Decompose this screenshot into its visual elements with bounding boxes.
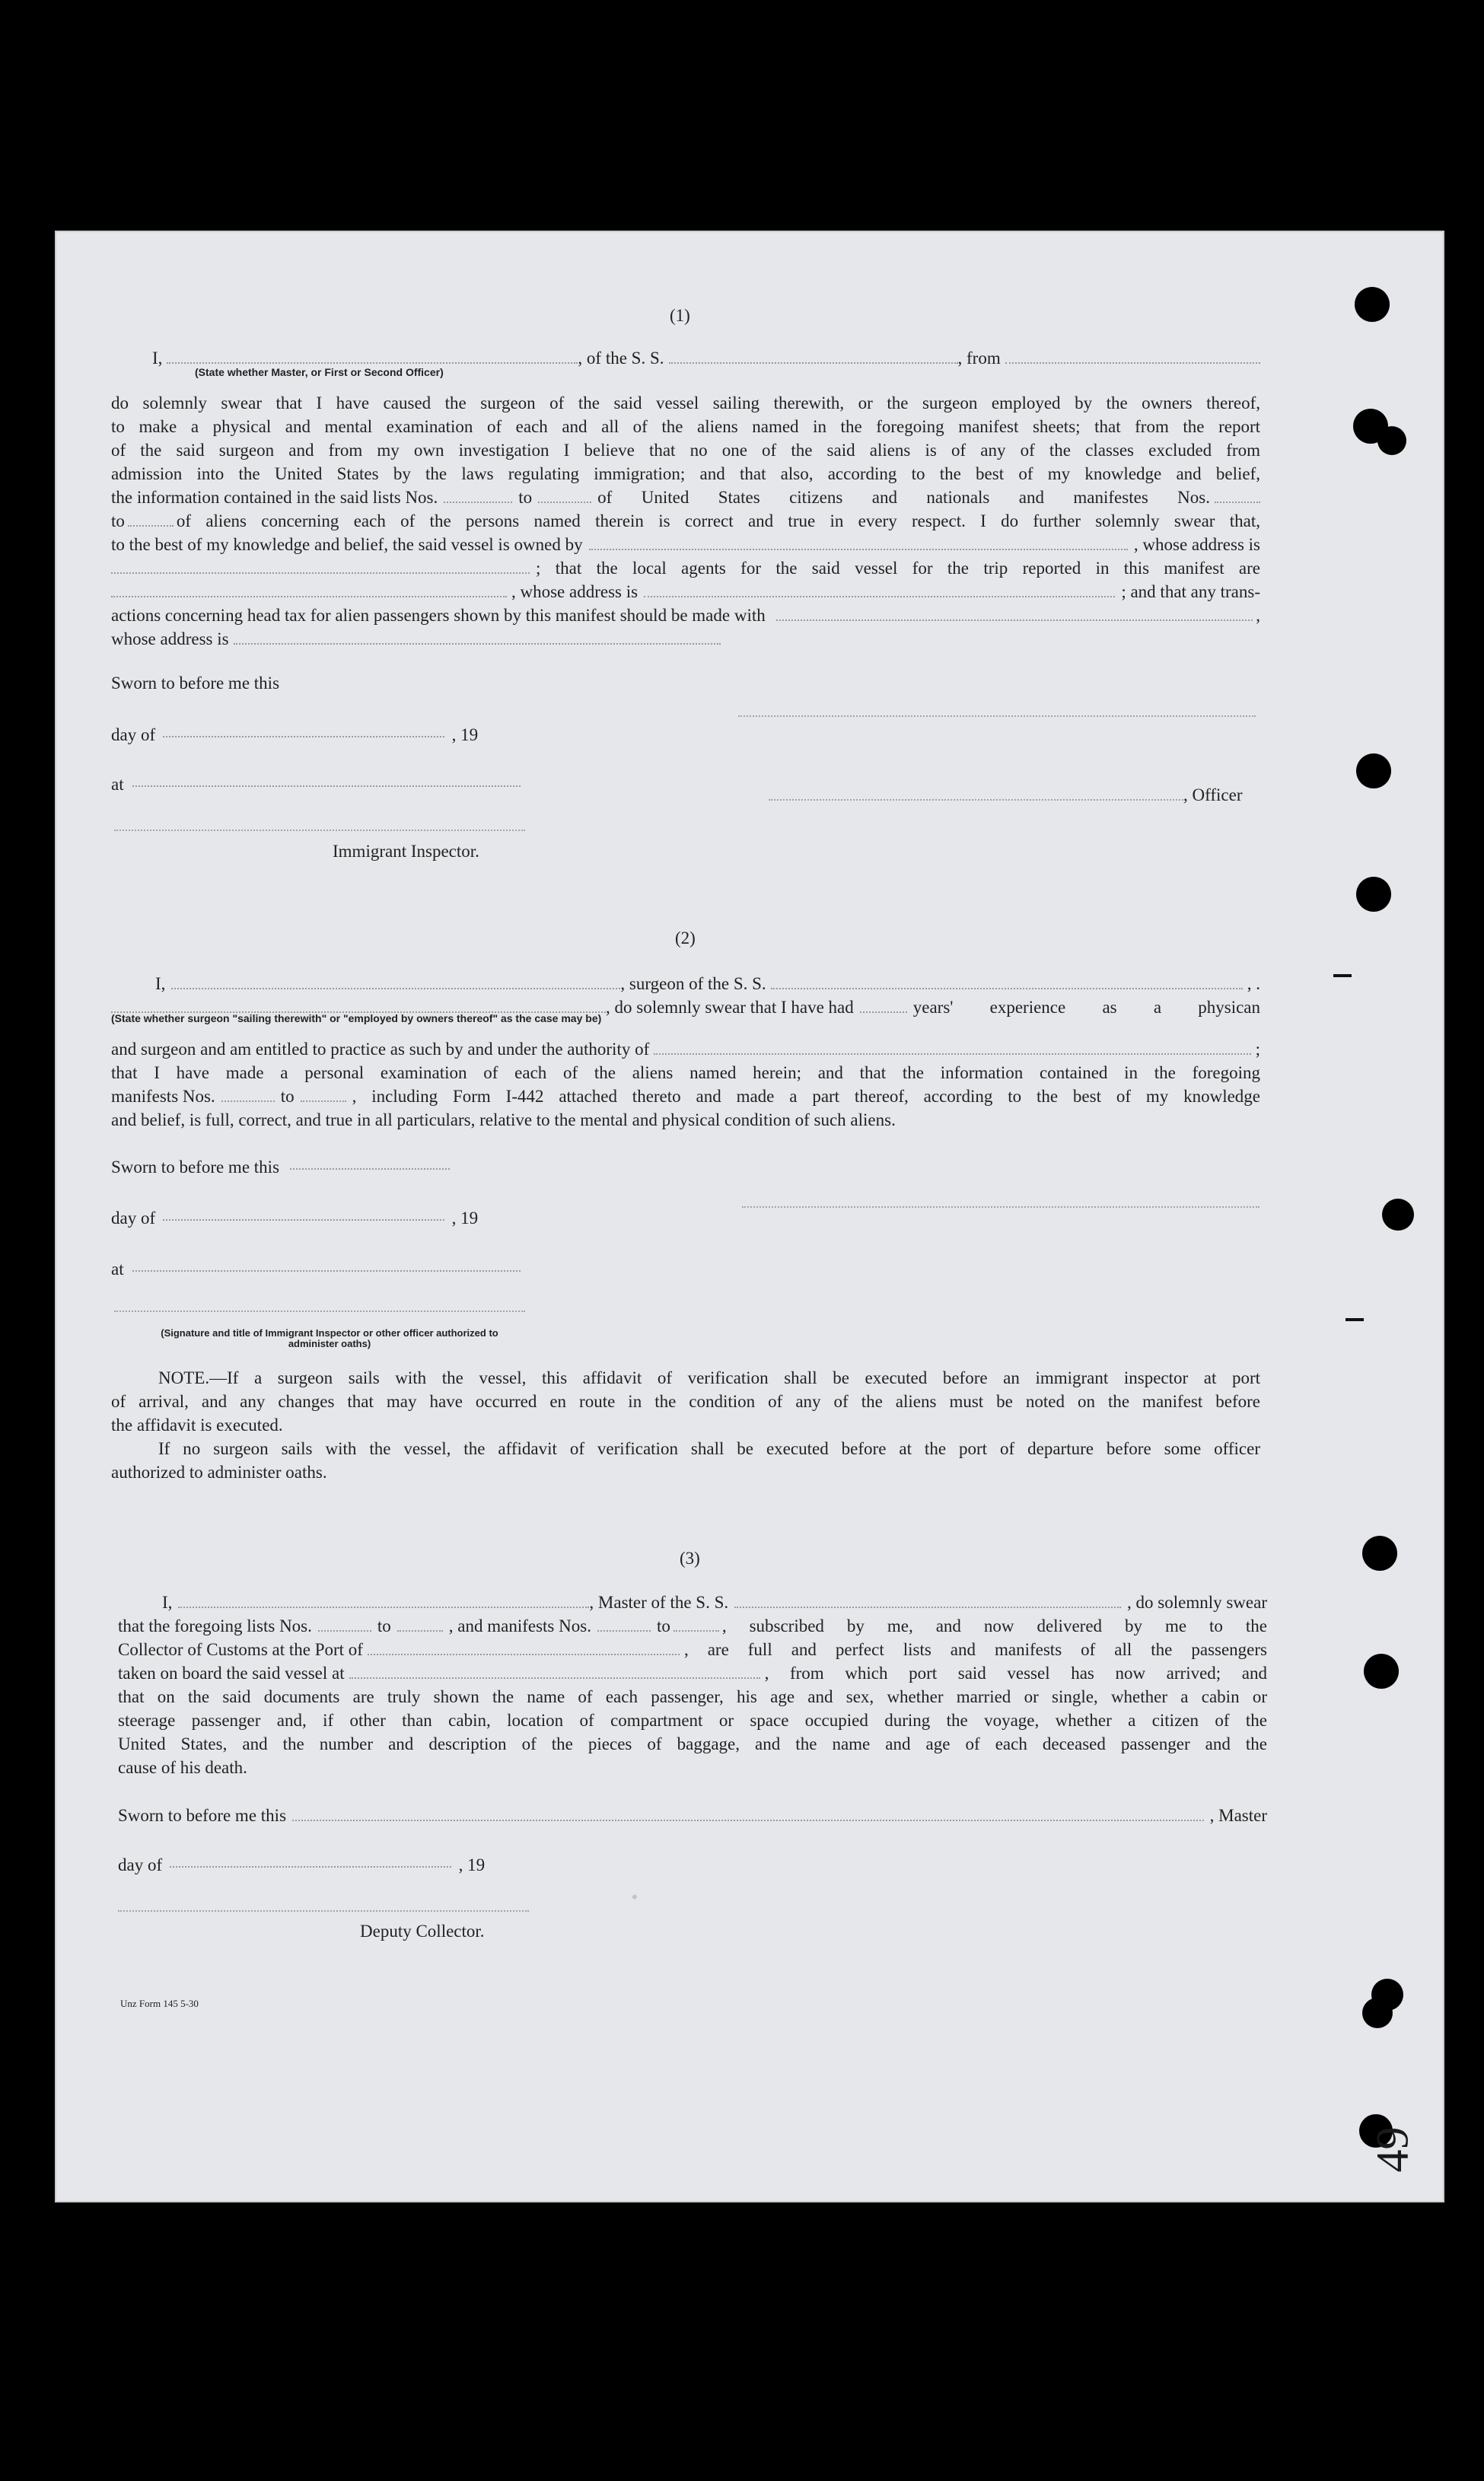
surgeon-name-field[interactable] bbox=[171, 988, 620, 989]
sworn-date-field[interactable] bbox=[290, 1168, 450, 1170]
sworn-label: Sworn to before me this bbox=[111, 674, 280, 693]
section-3-i: I, bbox=[162, 1593, 173, 1612]
section-1-body bbox=[111, 391, 1260, 651]
master-signature-line[interactable] bbox=[292, 1820, 1204, 1821]
surgeon-of-label: , surgeon of the S. S. bbox=[620, 974, 766, 993]
at-place-field[interactable] bbox=[132, 785, 521, 787]
section-2-number: (2) bbox=[675, 928, 696, 947]
day-of-label: day of bbox=[111, 1209, 156, 1228]
form-i442-label: , including Form I-442 attached thereto and made a part thereof, according to the best of my knowledge bbox=[352, 1087, 1260, 1106]
arrived-label: , from which port said vessel has now arrived; and bbox=[764, 1664, 1267, 1683]
section-1-line: do solemnly swear that I have caused the surgeon of the said vessel sailing therewith, or the surgeon employed by the owners thereof, bbox=[111, 393, 1260, 412]
local-agents-field[interactable] bbox=[111, 596, 507, 597]
section-2-body bbox=[111, 1037, 1260, 1132]
year-prefix: , 19 bbox=[451, 725, 479, 744]
collector-signature-line[interactable] bbox=[118, 1910, 529, 1912]
from-label: , from bbox=[957, 349, 1001, 368]
head-tax-address-field[interactable] bbox=[234, 643, 721, 645]
to-label: to bbox=[377, 1616, 391, 1635]
port-label: Collector of Customs at the Port of bbox=[118, 1640, 363, 1659]
sworn-label: Sworn to before me this bbox=[118, 1806, 287, 1825]
handwritten-page-number: 49 bbox=[1367, 2126, 1418, 2173]
local-agents-label: ; that the local agents for the said vessel for the trip reported in this manifest are bbox=[536, 559, 1260, 578]
manifests-nos-label: , and manifests Nos. bbox=[448, 1616, 591, 1635]
officer-signature-line[interactable] bbox=[738, 715, 1256, 717]
note-line: NOTE.—If a surgeon sails with the vessel, this affidavit of verification shall be executed before an immigrant inspector at port bbox=[158, 1368, 1260, 1387]
at-place-field[interactable] bbox=[132, 1270, 521, 1272]
lists-nos-label: that the foregoing lists Nos. bbox=[118, 1616, 312, 1635]
section-1-line: to make a physical and mental examination of each and all of the aliens named in the foregoing manifest sheets; that from the report bbox=[111, 417, 1260, 436]
to-label: to bbox=[280, 1087, 295, 1106]
section-2-opening bbox=[111, 972, 1260, 1024]
note-line: the affidavit is executed. bbox=[111, 1416, 283, 1435]
vessel-name-field[interactable] bbox=[669, 362, 958, 364]
port-field[interactable] bbox=[368, 1654, 680, 1655]
punch-hole bbox=[1356, 753, 1391, 788]
day-of-field[interactable] bbox=[163, 736, 444, 737]
note-line: If no surgeon sails with the vessel, the affidavit of verification shall be executed before at the port of departure before some officer bbox=[158, 1439, 1260, 1458]
section-1-sworn bbox=[111, 671, 1260, 695]
punch-hole bbox=[1355, 287, 1390, 322]
section-2-line: and belief, is full, correct, and true in all particulars, relative to the mental and physical condition of such aliens. bbox=[111, 1110, 896, 1129]
of-ss-label: , of the S. S. bbox=[578, 349, 664, 368]
manifests-from-field[interactable] bbox=[597, 1630, 651, 1632]
sworn-label: Sworn to before me this bbox=[111, 1158, 280, 1177]
day-of-field[interactable] bbox=[170, 1866, 451, 1868]
whose-address-label: , whose address is bbox=[511, 582, 639, 601]
at-label: at bbox=[111, 1260, 124, 1279]
semicolon: ; bbox=[1255, 1040, 1260, 1059]
section-1-line: of the said surgeon and from my own investigation I believe that no one of the said aliens is of any of the classes excluded from bbox=[111, 441, 1260, 460]
owner-field[interactable] bbox=[589, 549, 1128, 550]
lists-to-field[interactable] bbox=[397, 1630, 443, 1632]
inspector-signature-line[interactable] bbox=[114, 1311, 525, 1312]
section-3-day-of bbox=[118, 1853, 1267, 1877]
manifestes-to-field[interactable] bbox=[128, 525, 174, 527]
taken-on-board-label: taken on board the said vessel at bbox=[118, 1664, 345, 1683]
section-3-sworn bbox=[118, 1804, 1267, 1827]
to-label: to bbox=[111, 511, 125, 530]
master-label: , Master bbox=[1209, 1806, 1267, 1825]
master-vessel-field[interactable] bbox=[734, 1607, 1121, 1608]
margin-mark bbox=[1345, 1318, 1364, 1321]
margin-mark bbox=[1333, 974, 1352, 977]
section-1-line: of aliens concerning each of the persons named therein is correct and true in every respect. I do further solemnly swear that, bbox=[176, 511, 1260, 530]
bleed-through-mark: • bbox=[632, 1887, 638, 1906]
subscribed-label: , subscribed by me, and now delivered by me to the bbox=[721, 1616, 1267, 1635]
note-line: authorized to administer oaths. bbox=[111, 1463, 327, 1482]
manifests-to-field[interactable] bbox=[674, 1630, 719, 1632]
day-of-label: day of bbox=[118, 1855, 163, 1874]
officer-name-field[interactable] bbox=[167, 362, 578, 364]
years-experience-label: years' experience as a physican bbox=[912, 998, 1260, 1017]
manifestes-nos-field[interactable] bbox=[1215, 502, 1260, 503]
any-transactions-label: ; and that any trans- bbox=[1121, 582, 1260, 601]
authority-field[interactable] bbox=[654, 1053, 1250, 1055]
section-3-number: (3) bbox=[680, 1549, 700, 1568]
at-label: at bbox=[111, 775, 124, 794]
to-label: to bbox=[656, 1616, 670, 1635]
section-1-opening bbox=[111, 346, 1260, 378]
lists-nos-label: the information contained in the said lists Nos. bbox=[111, 488, 438, 507]
inspector-signature-line[interactable] bbox=[114, 830, 525, 831]
manifests-from-field[interactable] bbox=[221, 1100, 275, 1102]
section-3-body bbox=[118, 1591, 1267, 1779]
master-name-field[interactable] bbox=[178, 1607, 589, 1608]
officer-title-line[interactable] bbox=[769, 799, 1183, 801]
section-3-line: United States, and the number and description of the pieces of baggage, and the name and age of each deceased passenger and the bbox=[118, 1734, 1267, 1753]
state-whether-note: (State whether Master, or First or Second Officer) bbox=[195, 366, 444, 378]
section-2-day-of bbox=[111, 1206, 1260, 1230]
agents-address-field[interactable] bbox=[644, 596, 1115, 597]
surgeon-vessel-field[interactable] bbox=[771, 988, 1243, 989]
comma: , bbox=[1256, 606, 1260, 625]
lists-nos-from-field[interactable] bbox=[444, 502, 512, 503]
comma: , . bbox=[1247, 974, 1260, 993]
manifests-to-field[interactable] bbox=[301, 1100, 346, 1102]
officer-label: , Officer bbox=[1183, 785, 1243, 804]
section-2-line: that I have made a personal examination of each of the aliens named herein; and that the information contained in the foregoing bbox=[111, 1063, 1260, 1082]
years-experience-field[interactable] bbox=[860, 1011, 907, 1013]
punch-hole bbox=[1356, 877, 1391, 912]
signature-title-note: (Signature and title of Immigrant Inspector or other officer authorized to administer oaths) bbox=[161, 1327, 498, 1349]
day-of-label: day of bbox=[111, 725, 156, 744]
head-tax-party-field[interactable] bbox=[776, 619, 1253, 621]
to-label: to bbox=[518, 488, 533, 507]
punch-hole bbox=[1382, 1199, 1414, 1231]
head-tax-label: actions concerning head tax for alien passengers shown by this manifest should be made with bbox=[111, 606, 766, 625]
section-3-line: cause of his death. bbox=[118, 1758, 247, 1777]
solemnly-swear-label: , do solemnly swear bbox=[1127, 1593, 1267, 1612]
section-2-note bbox=[111, 1366, 1260, 1484]
owned-by-label: to the best of my knowledge and belief, the said vessel is owned by bbox=[111, 535, 583, 554]
punch-hole bbox=[1362, 1998, 1393, 2028]
section-2-i: I, bbox=[155, 974, 166, 993]
section-3-line: that on the said documents are truly shown the name of each passenger, his age and sex, whether married or single, whether a cabin or bbox=[118, 1687, 1267, 1706]
whose-address-label: , whose address is bbox=[1133, 535, 1260, 554]
day-of-field[interactable] bbox=[163, 1219, 444, 1221]
section-1-number: (1) bbox=[670, 306, 690, 325]
owner-address-field[interactable] bbox=[111, 572, 530, 574]
manifests-nos-label: manifests Nos. bbox=[111, 1087, 215, 1106]
year-prefix: , 19 bbox=[451, 1209, 479, 1228]
whose-address-label: whose address is bbox=[111, 629, 229, 648]
surgeon-status-note: (State whether surgeon "sailing therewith" or "employed by owners thereof" as the case may be) bbox=[111, 1012, 602, 1024]
section-3-line: steerage passenger and, if other than cabin, location of compartment or space occupied during the voyage, whether a citizen of the bbox=[118, 1711, 1267, 1730]
solemnly-swear-label: , do solemnly swear that I have had bbox=[606, 998, 854, 1017]
section-2-sworn bbox=[111, 1155, 1260, 1179]
section-1-at bbox=[111, 772, 1260, 796]
deputy-collector-label: Deputy Collector. bbox=[360, 1922, 485, 1941]
form-number: Unz Form 145 5-30 bbox=[120, 1998, 199, 2009]
immigrant-inspector-label: Immigrant Inspector. bbox=[333, 842, 479, 861]
master-of-label: , Master of the S. S. bbox=[589, 1593, 729, 1612]
section-2-at bbox=[111, 1257, 1260, 1281]
lists-nos-to-field[interactable] bbox=[538, 502, 591, 503]
punch-hole bbox=[1362, 1536, 1397, 1571]
section-1-i: I, bbox=[152, 349, 163, 368]
embark-port-field[interactable] bbox=[349, 1677, 760, 1679]
lists-from-field[interactable] bbox=[318, 1630, 371, 1632]
section-1-line: admission into the United States by the laws regulating immigration; and that also, according to the best of my knowledge and belief, bbox=[111, 464, 1260, 483]
manifestes-nos-label: of United States citizens and nationals and manifestes Nos. bbox=[597, 488, 1210, 507]
from-port-field[interactable] bbox=[1005, 362, 1260, 364]
note-line: of arrival, and any changes that may have occurred en route in the condition of any of the aliens must be noted on the manifest before bbox=[111, 1392, 1260, 1411]
full-perfect-label: , are full and perfect lists and manifests of all the passengers bbox=[683, 1640, 1267, 1659]
authority-label: and surgeon and am entitled to practice as such by and under the authority of bbox=[111, 1040, 650, 1059]
punch-hole bbox=[1377, 426, 1406, 455]
year-prefix: , 19 bbox=[458, 1855, 486, 1874]
punch-hole bbox=[1364, 1654, 1399, 1689]
section-1-day-of bbox=[111, 723, 1260, 747]
